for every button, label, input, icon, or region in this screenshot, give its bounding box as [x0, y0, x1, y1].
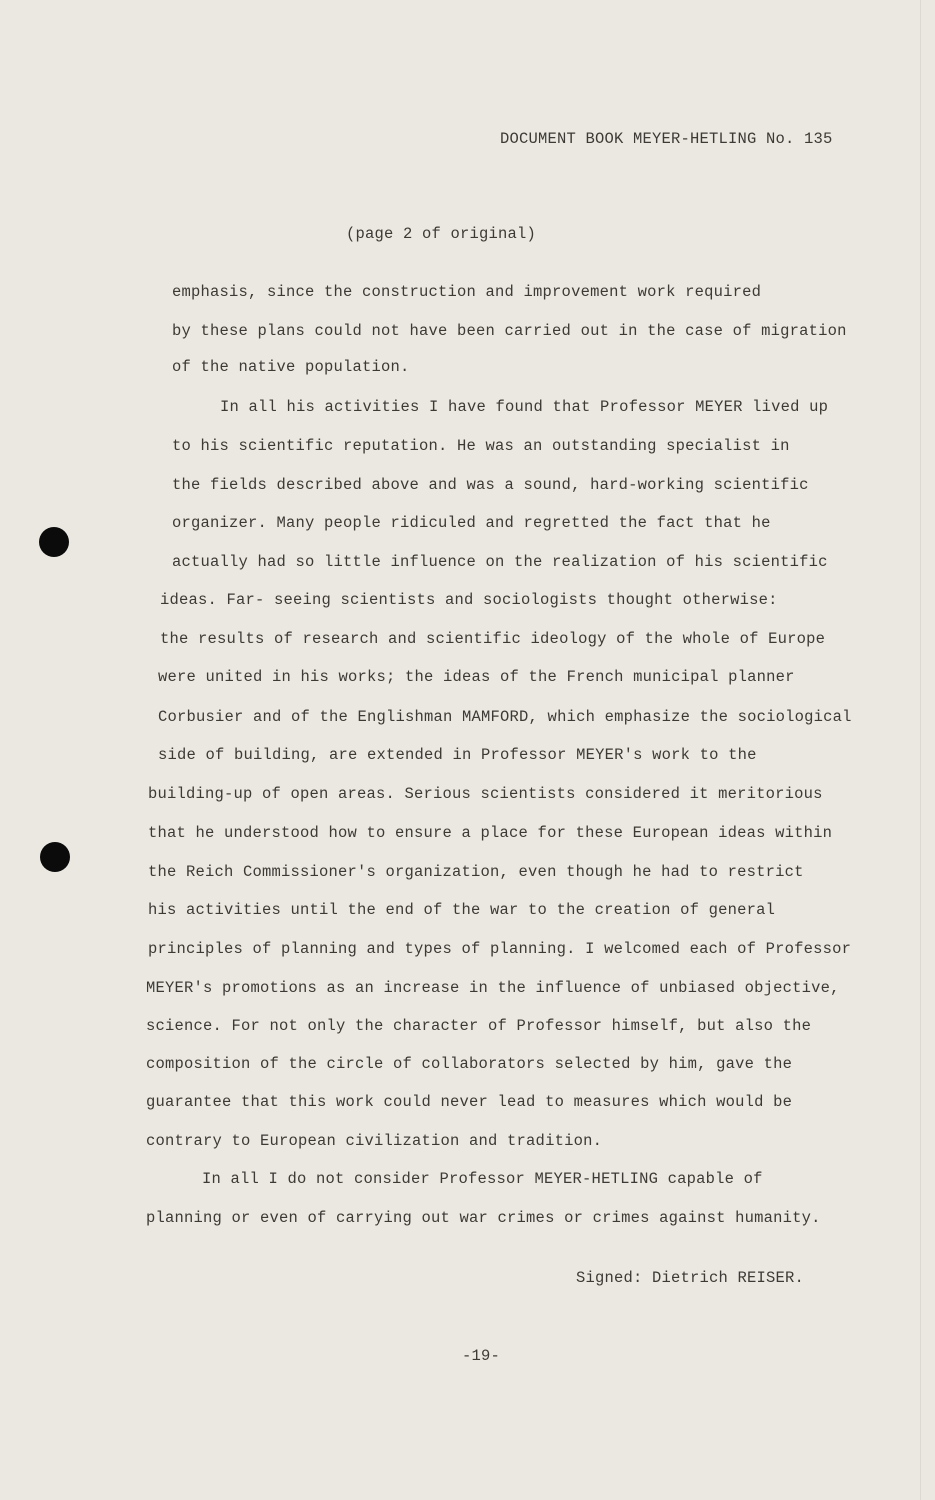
body-line: side of building, are extended in Professor MEYER's work to the [158, 746, 757, 764]
body-line: guarantee that this work could never lead to measures which would be [146, 1093, 793, 1111]
body-line: ideas. Far- seeing scientists and sociologists thought otherwise: [160, 591, 778, 609]
punch-hole [40, 842, 70, 872]
body-line: contrary to European civilization and tradition. [146, 1132, 603, 1150]
body-line: MEYER's promotions as an increase in the influence of unbiased objective, [146, 979, 840, 997]
body-line: Corbusier and of the Englishman MAMFORD, which emphasize the sociological [158, 708, 852, 726]
body-line: the Reich Commissioner's organization, even though he had to restrict [148, 863, 804, 881]
body-line: composition of the circle of collaborators selected by him, gave the [146, 1055, 793, 1073]
body-line: of the native population. [172, 358, 410, 376]
body-line: that he understood how to ensure a place for these European ideas within [148, 824, 833, 842]
body-line: science. For not only the character of Professor himself, but also the [146, 1017, 812, 1035]
page-edge [920, 0, 921, 1500]
page-number: -19- [462, 1347, 501, 1365]
body-line: to his scientific reputation. He was an outstanding specialist in [172, 437, 790, 455]
page-of-original-note: (page 2 of original) [346, 225, 537, 243]
signature-line: Signed: Dietrich REISER. [576, 1269, 805, 1287]
body-line: principles of planning and types of planning. I welcomed each of Professor [148, 940, 852, 958]
body-line: by these plans could not have been carried out in the case of migration [172, 322, 847, 340]
body-line: the fields described above and was a sound, hard-working scientific [172, 476, 809, 494]
body-line: emphasis, since the construction and improvement work required [172, 283, 762, 301]
body-line: his activities until the end of the war to the creation of general [148, 901, 776, 919]
body-line: building-up of open areas. Serious scientists considered it meritorious [148, 785, 823, 803]
body-line: were united in his works; the ideas of the French municipal planner [158, 668, 795, 686]
punch-hole [39, 527, 69, 557]
body-line: actually had so little influence on the realization of his scientific [172, 553, 828, 571]
body-line: the results of research and scientific ideology of the whole of Europe [160, 630, 826, 648]
body-line: organizer. Many people ridiculed and regretted the fact that he [172, 514, 771, 532]
body-line: In all I do not consider Professor MEYER-HETLING capable of [202, 1170, 763, 1188]
body-line: planning or even of carrying out war crimes or crimes against humanity. [146, 1209, 821, 1227]
document-reference: DOCUMENT BOOK MEYER-HETLING No. 135 [500, 130, 833, 148]
body-line: In all his activities I have found that Professor MEYER lived up [220, 398, 829, 416]
